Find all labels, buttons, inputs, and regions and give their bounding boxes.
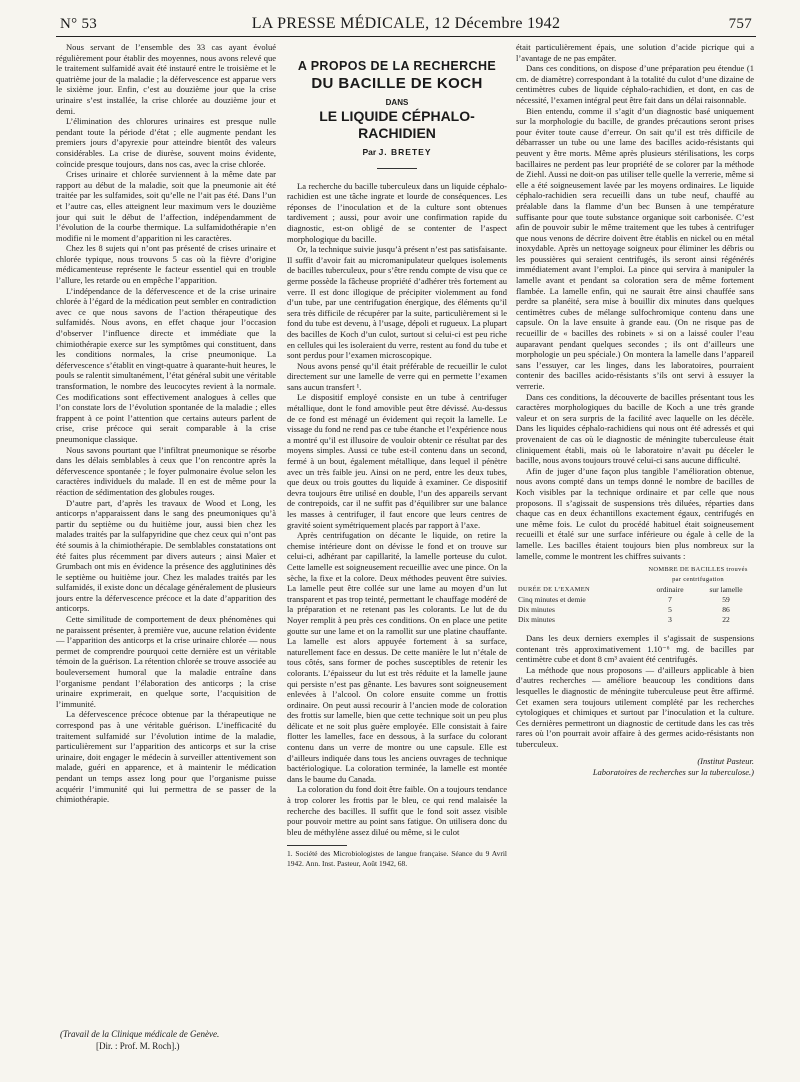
title-line-1: A PROPOS DE LA RECHERCHE [297,59,497,73]
footnote: 1. Société des Microbiologistes de langue française. Séance du 9 Avril 1942. Ann. Inst. Pasteur, Août 1942, 68. [287,849,507,868]
column-middle [287,42,507,1062]
paragraph: L’élimination des chlorures urinaires est presque nulle pendant toute la période d’état ; elle augmente pendant les premiers jours d’apyrexie pour atteindre bientôt des valeurs considérables. La crise de diurèse, souvent moins évidente, coïncide presque toujours, dans nos cas, avec la crise chlorée. [56,116,276,169]
paragraph: Dans ces conditions, la découverte de bacilles présentant tous les caractères morphologiques du bacille de Koch a une très grande valeur et on sera surpris de la facilité avec laquelle on les décèle. Dans les liquides céphalo-rachidiens qui nous ont été adressés et qui provenaient de cas où le diagnostic de méningite tuberculeuse était cliniquement établi, mais où le laboratoire n’avait pu déceler le bacille, nous avons toujours trouvé celui-ci sans aucune difficulté. [516,391,754,466]
title-line-3: DANS [385,98,409,107]
paragraph: Le dispositif employé consiste en un tube à centrifuger métallique, dont le fond amovible peut être dévissé. Au-dessus de ce fond est ménagé un évidement qui reçoit la lamelle. Le vissage du fond ne rend pas ce tube étanche et l’expérience nous a montré qu’il est illusoire de vouloir obtenir ce résultat par des moyens simples. Aussi ce tube est-il contenu dans un second, fermé à un bout, également métallique, dans lequel il pénètre avec un très faible jeu. Ainsi on ne perd, entre les deux tubes, que deux ou trois gouttes du liquide à examiner. Ce dispositif devra toujours être utilisé en double, l’un des appareils servant de contrepoids, car il ne suffit pas d’équilibrer sur une balance les masses à centrifuger, il faut encore que leurs centres de gravité soient symétriquement placés par rapport à l’axe. [287,392,507,530]
row-value-a: 3 [668,615,672,625]
table-col-label: DURÉE DE L’EXAMEN [518,586,591,594]
table-group-header: NOMBRE DE BACILLES trouvés par centrifugation [648,566,748,584]
byline-prefix: Par [362,147,377,157]
issue-number: N° 53 [60,16,98,32]
paragraph: Chez les 8 sujets qui n’ont pas présenté de crises urinaire et chlorée typique, nous trouvons 5 cas où la fièvre d’origine médicamenteuse représente le facteur essentiel qui en trouble l’allure, les retarde ou en empêche l’apparition. [56,243,276,286]
paragraph: Or, la technique suivie jusqu’à présent n’est pas satisfaisante. Il suffit d’avoir fait au micromanipulateur quelques isolements de bacilles tuberculeux, pour s’être rendu compte de visu que ce germe possède la fâcheuse propriété d’adhérer très fortement au verre. Il est donc illogique de précipiter violemment au fond d’un tube, par une centrifugation énergique, des éléments qu’il sera très difficile de récupérer par la suite, particulièrement si le fond du tube est devenu, à l’usage, dépoli et rugueux. La plupart des bacilles de Koch d’un culot, surtout si celui-ci est peu riche en cellules qui les isoleraient du verre, restent au fond du tube et sont perdus pour l’examen microscopique. [287,244,507,361]
paragraph: D’autre part, d’après les travaux de Wood et Long, les anticorps n’apparaissent dans le sang des pneumoniques qu’à partir du septième ou du huitième jour, aussi bien chez les malades traités par la sulfapyridine que chez ceux qui n’ont pas été soumis à la chimiothérapie. De semblables constatations ont été faites plus récemment par divers auteurs ; ainsi Maïer et Grumbach ont mis en évidence la présence des agglutinines dès le septième ou huitième jour. Chez les malades traités par les sulfamidés, il existe donc un décalage généralement de plusieurs jours entre la défervescence précoce et la date d’apparition des anticorps. [56,497,276,614]
row-value-a: 5 [668,605,672,615]
signature-line-2: Laboratoires de recherches sur la tuberculose.) [592,766,754,777]
footnote-divider [287,845,347,846]
paragraph: L’indépendance de la défervescence et de la crise urinaire chlorée à l’égard de la médication peut sembler en contradiction avec ce que nous savons de l’action thérapeutique des sulfamidés. Nous avons, en effet chaque jour l’occasion d’observer l’influence directe et immédiate que la chimiothérapie exerce sur les symptômes qui constituent, dans les conditions normales, la crise pneumonique. La défervescence s’établit en vingt-quatre à quarante-huit heures, le pouls se ralentit simultanément, l’état général subit une véritable transformation, le nombre des leucocytes revient à la normale. Ces modifications sont effectivement analogues à celles que l’on constate lors de l’évolution spontanée de la maladie ; elles frappent à ce point l’attention que certains auteurs parlent de crise, crise précoce qui serait comparable à la crise pneumonique classique. [56,285,276,444]
credit-line: (Travail de la Clinique médicale de Genève. [60,1029,220,1039]
article-title [287,58,507,142]
row-value-a: 7 [668,595,672,605]
page-header [56,14,756,37]
page-number: 757 [728,16,752,32]
director-line: [Dir. : Prof. M. Roch].) [96,1041,180,1051]
paragraph: Nous servant de l’ensemble des 33 cas ayant évolué régulièrement pour établir des moyennes, nous avons relevé que le traitement sulfamidé avait été instauré entre le troisième et le quatrième jour de la maladie ; la défervescence est apparue vers le sixième jour. Enfin, c’est au douzième jour que la crise urinaire s’est installée, la crise chlorée au douzième jour et demi. [56,42,276,116]
title-line-4: LE LIQUIDE CÉPHALO-RACHIDIEN [319,108,475,141]
table-row [516,605,754,615]
row-label: Cinq minutes et demie [518,595,586,605]
byline [287,147,507,158]
author-name: J. BRETEY [378,147,432,157]
row-label: Dix minutes [518,615,555,625]
table-row [516,615,754,625]
paragraph: était particulièrement épais, une solution d’acide picrique qui a l’avantage de ne pas empâter. [516,42,754,63]
title-line-2: DU BACILLE DE KOCH [311,75,483,92]
table-col-b: sur lamelle [709,585,743,595]
paragraph: La coloration du fond doit être faible. On a toujours tendance à trop colorer les frottis par le bleu, ce qui rend malaisée la recherche des bacilles. Il suffit que le fond soit assez visible pour pouvoir mettre au point sans fatigue. On utilisera donc du bleu de méthylène assez dilué ou même, si le culot [287,784,507,837]
institution-signature [516,756,754,778]
title-divider [377,168,417,169]
column-right [516,42,754,1062]
paragraph: Après centrifugation on décante le liquide, on retire la chemise intérieure dont on dévisse le fond et on trouve sur celui-ci, adhérant par capillarité, la lamelle porteuse du culot. Cette lamelle est soigneusement recueillie avec une pince. On la sèche, la fixe et la colore. Deux méthodes peuvent être suivies. La lamelle peut être collée sur une lame au moyen d’un lut transparent et pas trop teinté, permettant le chauffage modéré de la préparation et ne retenant pas les colorants. Le lut de du Noyer remplit à peu près ces conditions. On en place une petite goutte sur une lame et on la ramollit sur une platine chauffante. La lamelle est alors appuyée fortement à sa surface, naturellement face en dessus. De cette manière le lut n’étale de tous côtés, sans former de poches susceptibles de retenir les colorants. L’épaisseur du lut est très réduite et la lamelle jaune qui persiste n’est pas gênante. Les bavures sont soigneusement enlevées à l’alcool. On colore ensuite comme un frottis ordinaire. On peut aussi recourir à l’ancien mode de coloration des frottis sur lamelle, bien que cette technique soit un peu plus délicate et ne soit plus guère employée. Elle consistait à faire flotter les lamelles, face en dessous, à la surface du colorant contenu dans un verre de montre ou une capsule. Elle est d’ailleurs indiquée dans tous les anciens ouvrages de technique bactériologique. La coloration terminée, la lamelle est montée dans le baume du Canada. [287,530,507,784]
paragraph: Cette similitude de comportement de deux phénomènes qui ne paraissent présenter, à première vue, aucune relation évidente — l’apparition des anticorps et la crise urinaire chlorée — nous permet de comprendre pourquoi cette dernière est un véritable témoin de la guérison. La rétention chlorée se trouve associée au bouleversement humoral que la maladie entraîne dans l’organisme pendant l’élaboration des anticorps ; la crise urinaire exprimerait, en quelque sorte, l’acquisition de l’immunité. [56,614,276,709]
row-label: Dix minutes [518,605,555,615]
table-col-a: ordinaire [656,585,684,595]
paragraph: Crises urinaire et chlorée surviennent à la même date par rapport au début de la maladie, soit que la pneumonie ait été traitée par les sulfamides, soit qu’elle ne l’ait pas été. Dans l’un et l’autre cas, elles atteignent leur maximum vers le douzième jour qui suit le début de l’affection, indépendamment de l’évolution de la courbe thermique. La sulfamidothérapie n’en modifie ni le moment d’apparition ni les caractères. [56,169,276,243]
paragraph: Nous savons pourtant que l’infiltrat pneumonique se résorbe dans les délais semblables à ceux que l’on rencontre après la défervescence spontanée ; le foyer pulmonaire évolue selon les caractères individuels du malade. Il en est de même pour la réaction de sédimentation des globules rouges. [56,444,276,497]
column-left [56,42,276,1062]
results-table [516,565,754,625]
paragraph: Nous avons pensé qu’il était préférable de recueillir le culot directement sur une lamelle de verre qui en permette l’examen sans aucun transfert ¹. [287,360,507,392]
row-value-b: 59 [722,595,730,605]
paragraph: Afin de juger d’une façon plus tangible l’amélioration obtenue, nous avons compté dans un temps donné le nombre de bacilles de Koch visibles par la technique ordinaire et par celle que nous proposons. Il s’agissait de suspensions très diluées, réparties dans chaque cas en deux échantillons exactement égaux, centrifugés en une même fois. Le culot du procédé habituel était soigneusement recueilli et étalé sur une surface inférieure ou égale à celle de la lamelle. Les bacilles étaient toujours bien plus nombreux sur la lamelle, comme le montrent les chiffres suivants : [516,465,754,561]
clinic-credit [60,1028,280,1052]
row-value-b: 22 [722,615,730,625]
paragraph: Dans les deux derniers exemples il s’agissait de suspensions contenant très approximativement 1.10⁻⁶ mg. de bacilles par centimètre cube et dont 8 cm³ avaient été centrifugés. [516,633,754,665]
paragraph: La recherche du bacille tuberculeux dans un liquide céphalo-rachidien est une tâche ingrate et lourde de conséquences. Les réponses de l’inoculation et de la culture sont obtenues tardivement ; aussi, pour avoir une confirmation rapide du diagnostic, est-on obligé de se contenter de l’aspect morphologique du bacille. [287,180,507,244]
journal-title: LA PRESSE MÉDICALE, 12 Décembre 1942 [251,15,561,32]
paragraph: La défervescence précoce obtenue par la thérapeutique ne correspond pas à une véritable guérison. L’inefficacité du traitement sulfamidé sur l’évolution intime de la maladie, particulièrement sur l’apparition des anticorps et sur la crise urinaire, doit engager le médecin à surveiller attentivement son malade, guéri en apparence, et à maintenir le médication pendant un temps assez long pour que l’organisme puisse acquérir l’immunité qui lui permettra de se passer de la chimiothérapie. [56,709,276,805]
paragraph: Dans ces conditions, on dispose d’une préparation peu étendue (1 cm. de diamètre) correspondant à la totalité du culot d’une dizaine de centimètres cubes de liquide céphalo-rachidien, et dont, en cas de nécessité, l’examen intégral peut être fait dans un délai raisonnable. [516,63,754,105]
signature-line-1: (Institut Pasteur. [697,755,754,766]
row-value-b: 86 [722,605,730,615]
paragraph: Bien entendu, comme il s’agit d’un diagnostic basé uniquement sur la morphologie du bacille, de grandes précautions seront prises pour éviter toute cause d’erreur. On sait qu’il est très difficile de débarrasser un tube ou une lame des bacilles acido-résistants qui peuvent y être morts. Même après plusieurs stérilisations, les corps bacillaires ne perdent pas leur propriété de se colorer par la méthode de Ziehl. Aussi ne doit-on pas utiliser telle quelle la verrerie, même si elle a été soigneusement lavée par les moyens ordinaires. Le liquide céphalo-rachidien sera recueilli dans un tube neuf, chauffé au préalable dans la flamme d’un bec Bunsen à une température suffisante pour que toute substance organique soit carbonisée. C’est afin de pouvoir subir le même traitement que les tubes à centrifuger que nous venons de décrire doivent être établis en nickel ou en métal inoxydable. Après un nettoyage soigneux pour éliminer les débris ou les poussières qui seraient centrifugés, ils seront ainsi régénérés immédiatement avant l’emploi. La pince qui servira à manipuler la lamelle avant et pendant sa coloration sera de même fortement flambée. La lamelle enfin, qui ne saurait être ainsi chauffée sans perdre sa planéité, sera mise à bouillir dix minutes dans quelques centimètres cubes de mélange sulfochromique contenu dans une capsule. On la lave ensuite à grande eau. (On ne risque pas de recueillir de « bacilles des robinets » si on a laissé couler l’eau auparavant pendant quelques secondes ; ils ont d’ailleurs une morphologie un peu spéciale.) On montera la lamelle dans l’appareil sans l’essuyer, car les linges, dans les laboratoires, pourraient contenir des bacilles acido-résistants s’ils ont servi à essuyer la verrerie. [516,105,754,391]
table-row [516,595,754,605]
paragraph: La méthode que nous proposons — d’ailleurs applicable à bien d’autres recherches — améliore beaucoup les conditions dans lesquelles le diagnostic de méningite tuberculeuse peut être affirmé. Cet examen sera toujours utilement complété par les recherches cytologiques et chimiques et surtout par l’inoculation et la culture. Ces dernières permettront un diagnostic de certitude dans les cas très rares où l’on pourrait avoir affaire à des germes acido-résistants non tuberculeux. [516,664,754,750]
